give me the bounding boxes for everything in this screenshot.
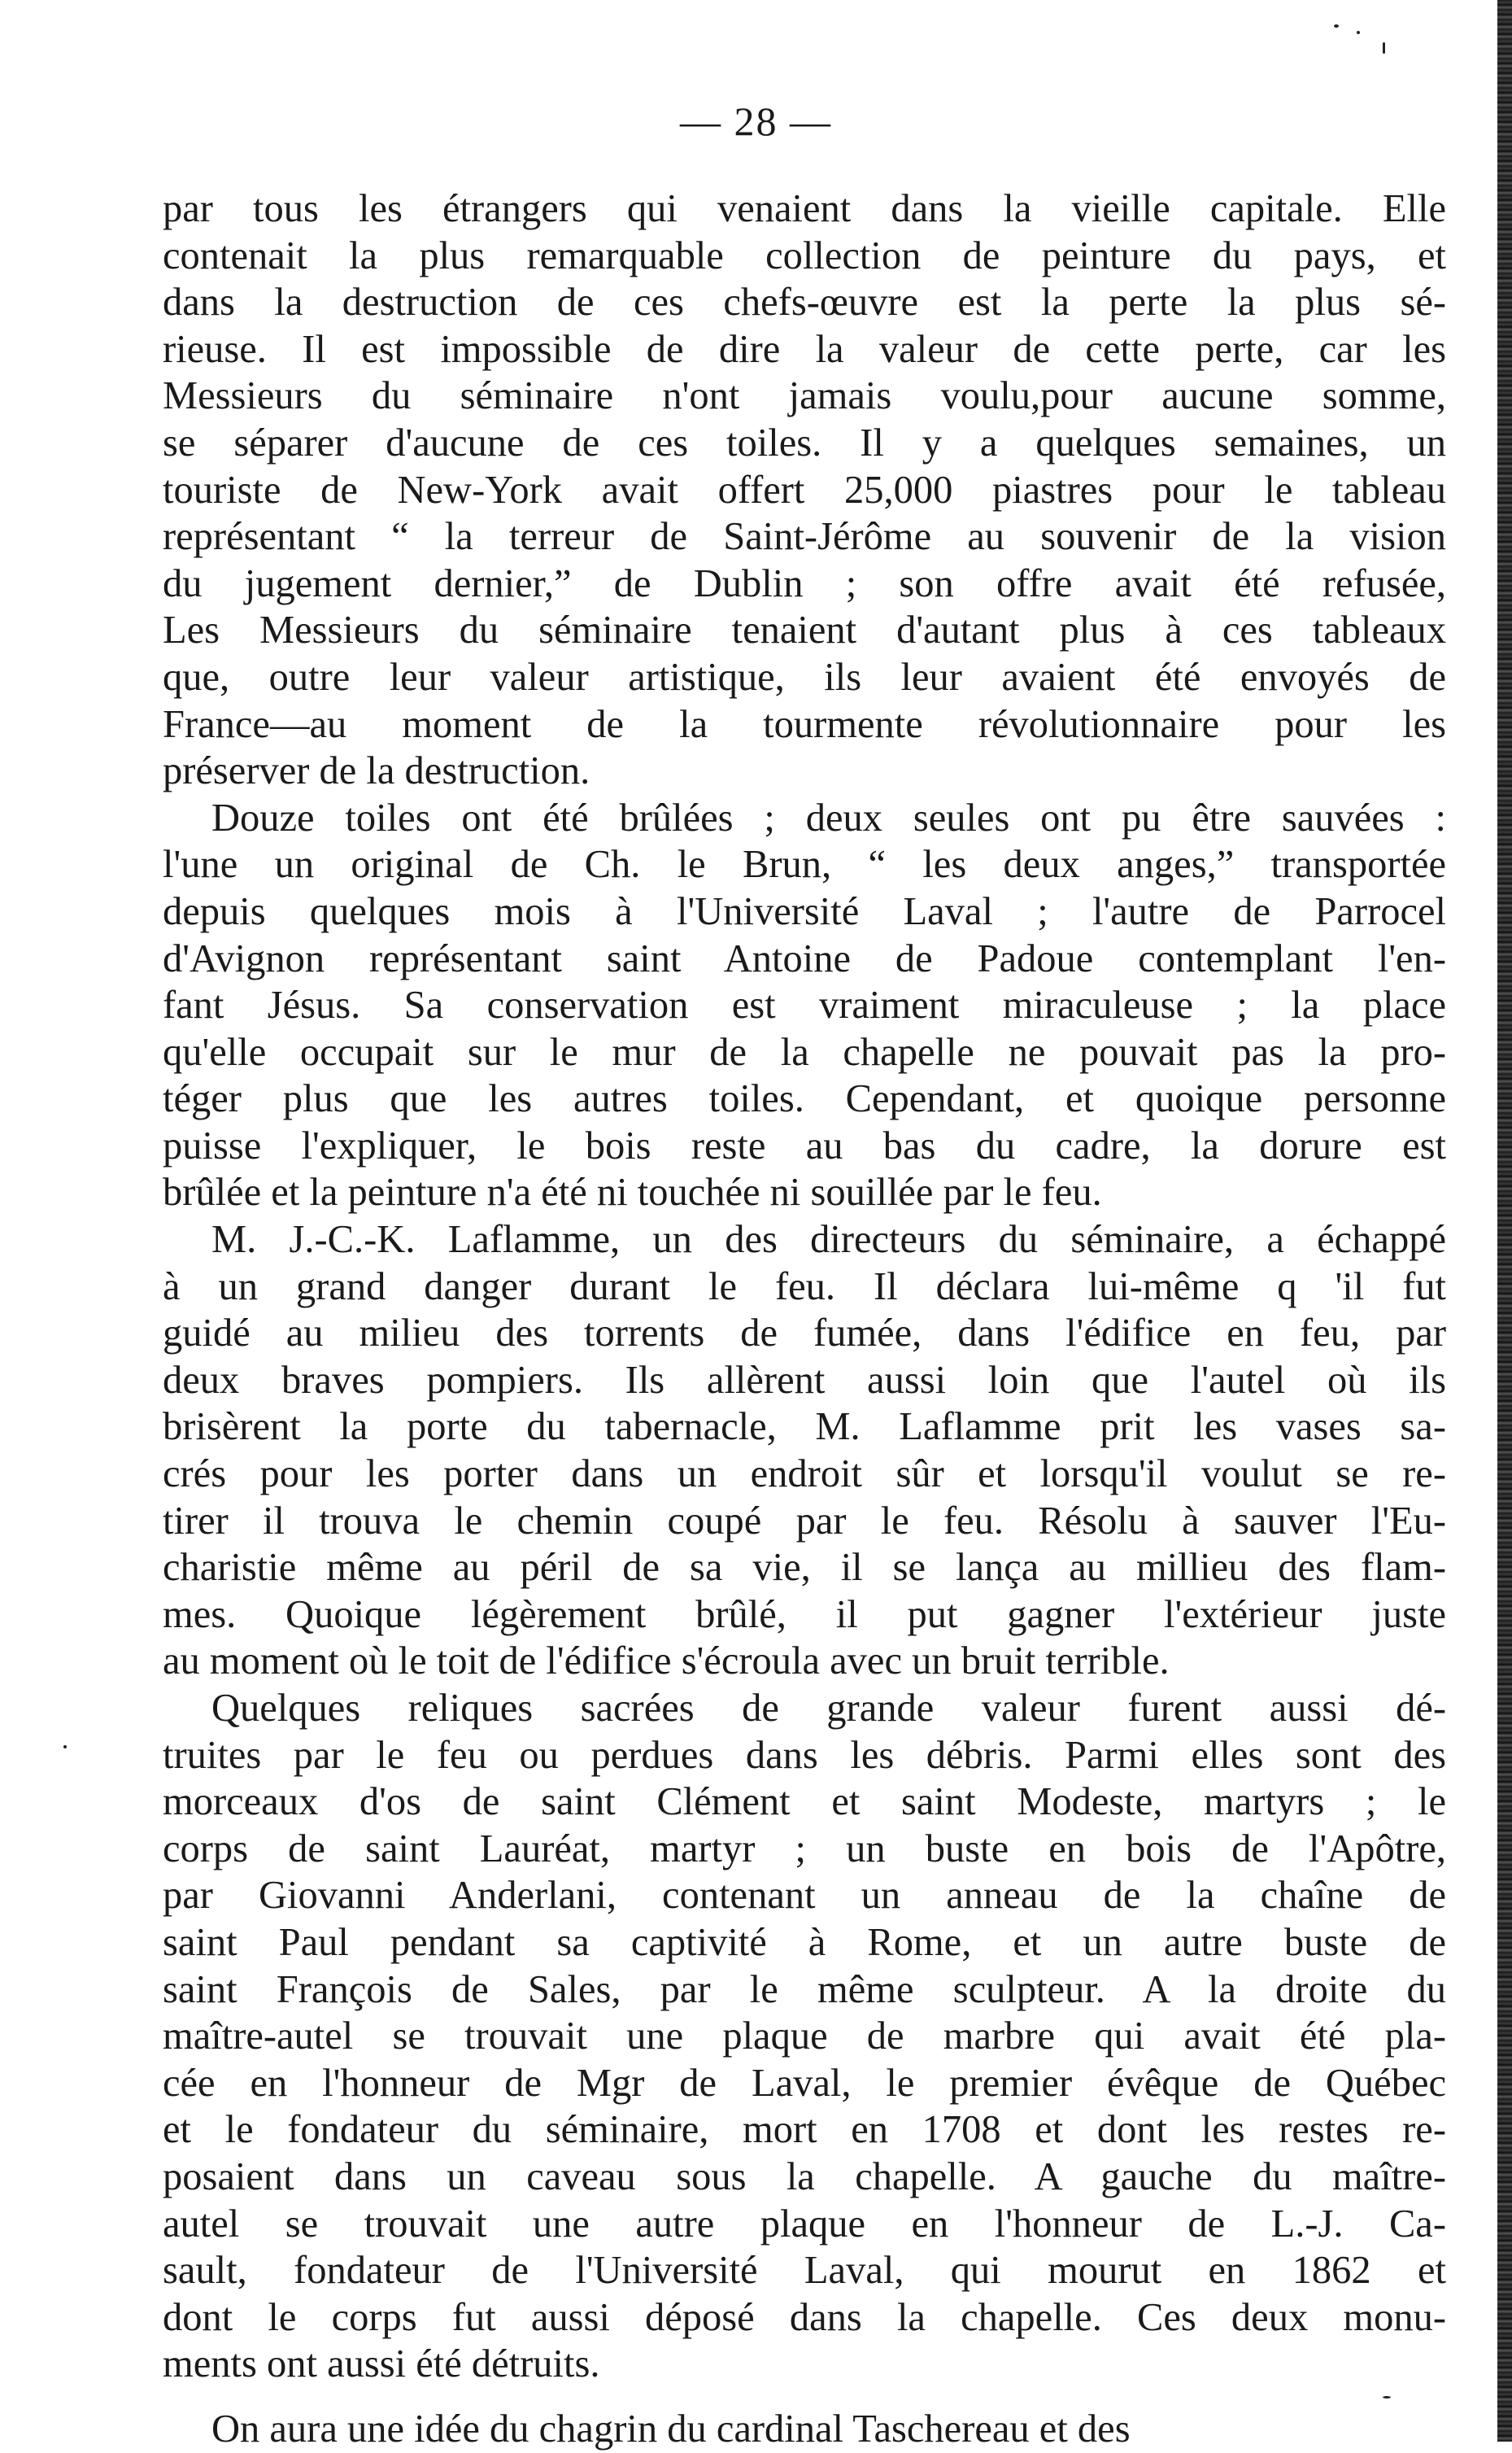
text-line: On aura une idée du chagrin du cardinal Taschereau et des (211, 2407, 1131, 2451)
paragraph-gap (163, 2388, 1446, 2406)
text-line: maître-autel se trouvait une plaque de marbre qui avait été pla- (163, 2014, 1446, 2058)
text-line: par tous les étrangers qui venaient dans la vieille capitale. Elle (163, 187, 1446, 230)
text-line: crés pour les porter dans un endroit sûr et lorsqu'il voulut se re- (163, 1452, 1446, 1496)
text-line: morceaux d'os de saint Clément et saint Modeste, martyrs ; le (163, 1780, 1446, 1824)
text-line: guidé au milieu des torrents de fumée, dans l'édifice en feu, par (163, 1312, 1446, 1355)
text-line: à un grand danger durant le feu. Il déclara lui-même q 'il fut (163, 1264, 1446, 1308)
text-line: fant Jésus. Sa conservation est vraiment miraculeuse ; la place (163, 984, 1446, 1028)
text-line: par Giovanni Anderlani, contenant un anneau de la chaîne de (163, 1874, 1446, 1918)
text-line: posaient dans un caveau sous la chapelle. A gauche du maître- (163, 2154, 1446, 2198)
text-line: Quelques reliques sacrées de grande valeur furent aussi dé- (211, 1687, 1446, 1730)
text-line: charistie même au péril de sa vie, il se lança au millieu des flam- (163, 1546, 1446, 1590)
text-line: l'une un original de Ch. le Brun, “ les deux anges,” transportée (163, 843, 1446, 887)
ink-speck (63, 1745, 67, 1748)
text-line: corps de saint Lauréat, martyr ; un buste en bois de l'Apôtre, (163, 1827, 1446, 1870)
text-line: brûlée et la peinture n'a été ni touchée ni souillée par le feu. (163, 1171, 1102, 1215)
text-line: représentant “ la terreur de Saint-Jérôme au souvenir de la vision (163, 515, 1446, 559)
text-line: saint François de Sales, par le même sculpteur. A la droite du (163, 1967, 1446, 2011)
paragraph (163, 2406, 1446, 2453)
text-line: téger plus que les autres toiles. Cependant, et quoique personne (163, 1077, 1446, 1121)
text-line: depuis quelques mois à l'Université Laval ; l'autre de Parrocel (163, 889, 1446, 933)
text-line: qu'elle occupait sur le mur de la chapelle ne pouvait pas la pro- (163, 1030, 1446, 1074)
paragraph (163, 1685, 1446, 2388)
text-line: tirer il trouva le chemin coupé par le feu. Résolu à sauver l'Eu- (163, 1499, 1446, 1543)
text-line: Douze toiles ont été brûlées ; deux seules ont pu être sauvées : (211, 796, 1446, 840)
text-line: puisse l'expliquer, le bois reste au bas du cadre, la dorure est (163, 1124, 1446, 1168)
text-line: truites par le feu ou perdues dans les débris. Parmi elles sont des (163, 1733, 1446, 1777)
text-line: autel se trouvait une autre plaque en l'honneur de L.-J. Ca- (163, 2202, 1446, 2246)
text-line: se séparer d'aucune de ces toiles. Il y a quelques semaines, un (163, 421, 1446, 465)
text-line: rieuse. Il est impossible de dire la valeur de cette perte, car les (163, 327, 1446, 371)
text-line: Les Messieurs du séminaire tenaient d'autant plus à ces tableaux (163, 609, 1446, 653)
text-line: d'Avignon représentant saint Antoine de Padoue contemplant l'en- (163, 936, 1446, 980)
text-line: ments ont aussi été détruits. (163, 2342, 600, 2386)
text-line: dont le corps fut aussi déposé dans la chapelle. Ces deux monu- (163, 2295, 1446, 2339)
paragraph (163, 795, 1446, 1216)
text-line: France—au moment de la tourmente révolutionnaire pour les (163, 702, 1446, 746)
text-line: sault, fondateur de l'Université Laval, qui mourut en 1862 et (163, 2249, 1446, 2293)
paragraph (163, 1216, 1446, 1685)
text-line: Messieurs du séminaire n'ont jamais voulu,pour aucune somme, (163, 374, 1446, 418)
text-line: deux braves pompiers. Ils allèrent aussi loin que l'autel où ils (163, 1358, 1446, 1402)
text-line: mes. Quoique légèrement brûlé, il put gagner l'extérieur juste (163, 1592, 1446, 1636)
text-line: que, outre leur valeur artistique, ils leur avaient été envoyés de (163, 655, 1446, 699)
paragraph (163, 186, 1446, 795)
text-line: du jugement dernier,” de Dublin ; son offre avait été refusée, (163, 561, 1446, 605)
page-binding-edge (1497, 0, 1512, 2442)
text-line: dans la destruction de ces chefs-œuvre est la perte la plus sé- (163, 281, 1446, 325)
text-line: et le fondateur du séminaire, mort en 1708 et dont les restes re- (163, 2108, 1446, 2152)
text-line: M. J.-C.-K. Laflamme, un des directeurs du séminaire, a échappé (211, 1218, 1446, 1262)
text-line: saint Paul pendant sa captivité à Rome, et un autre buste de (163, 1920, 1446, 1964)
page-number: — 28 — (680, 98, 832, 144)
ink-speck (1383, 42, 1385, 54)
text-line: brisèrent la porte du tabernacle, M. Laflamme prit les vases sa- (163, 1405, 1446, 1449)
text-line: touriste de New-York avait offert 25,000 piastres pour le tableau (163, 468, 1446, 512)
text-line: au moment où le toit de l'édifice s'écroula avec un bruit terrible. (163, 1639, 1170, 1683)
text-line: préserver de la destruction. (163, 749, 590, 793)
text-line: cée en l'honneur de Mgr de Laval, le premier évêque de Québec (163, 2061, 1446, 2105)
body-text (163, 186, 1446, 2453)
ink-speck (1334, 24, 1339, 28)
ink-speck (1357, 31, 1360, 34)
text-line: contenait la plus remarquable collection de peinture du pays, et (163, 234, 1446, 277)
